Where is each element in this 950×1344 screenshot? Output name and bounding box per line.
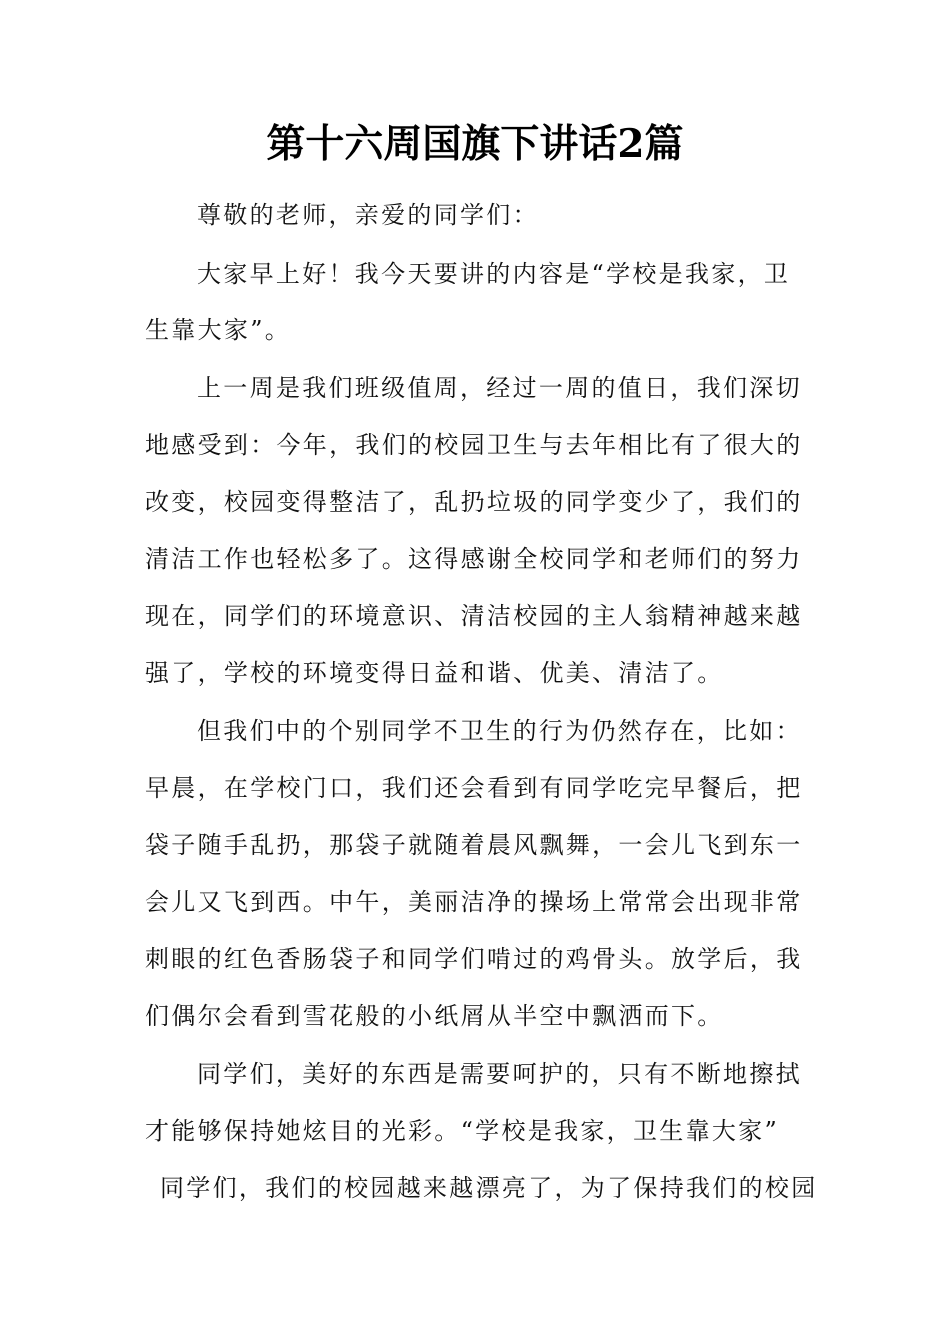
paragraph-line: 改变，校园变得整洁了，乱扔垃圾的同学变少了，我们的 bbox=[145, 488, 803, 516]
paragraph-line: 但我们中的个别同学不卫生的行为仍然存在，比如： bbox=[197, 717, 802, 745]
paragraph-line: 清洁工作也轻松多了。这得感谢全校同学和老师们的努力 bbox=[145, 545, 803, 573]
paragraph-line: 强了，学校的环境变得日益和谐、优美、清洁了。 bbox=[145, 659, 724, 687]
paragraph-line: 同学们，美好的东西是需要呵护的，只有不断地擦拭 bbox=[197, 1060, 802, 1088]
paragraph-line: 现在，同学们的环境意识、清洁校园的主人翁精神越来越 bbox=[145, 602, 803, 630]
paragraph-line: 才能够保持她炫目的光彩。“学校是我家，卫生靠大家” bbox=[145, 1117, 780, 1145]
paragraph-line: 尊敬的老师，亲爱的同学们： bbox=[197, 201, 539, 229]
document-title: 第十六周国旗下讲话2篇 bbox=[266, 121, 684, 167]
paragraph-line: 地感受到：今年，我们的校园卫生与去年相比有了很大的 bbox=[145, 431, 803, 459]
paragraph-line: 们偶尔会看到雪花般的小纸屑从半空中飘洒而下。 bbox=[145, 1002, 724, 1030]
paragraph-line: 大家早上好！我今天要讲的内容是“学校是我家，卫 bbox=[197, 260, 791, 288]
paragraph-line: 上一周是我们班级值周，经过一周的值日，我们深切 bbox=[197, 374, 802, 402]
paragraph-line: 同学们，我们的校园越来越漂亮了，为了保持我们的校园 bbox=[160, 1174, 818, 1202]
paragraph-line: 生靠大家”。 bbox=[145, 316, 292, 344]
paragraph-line: 早晨，在学校门口，我们还会看到有同学吃完早餐后，把 bbox=[145, 774, 803, 802]
paragraph-line: 袋子随手乱扔，那袋子就随着晨风飘舞，一会儿飞到东一 bbox=[145, 831, 803, 859]
paragraph-line: 刺眼的红色香肠袋子和同学们啃过的鸡骨头。放学后，我 bbox=[145, 945, 803, 973]
paragraph-line: 会儿又飞到西。中午，美丽洁净的操场上常常会出现非常 bbox=[145, 888, 803, 916]
